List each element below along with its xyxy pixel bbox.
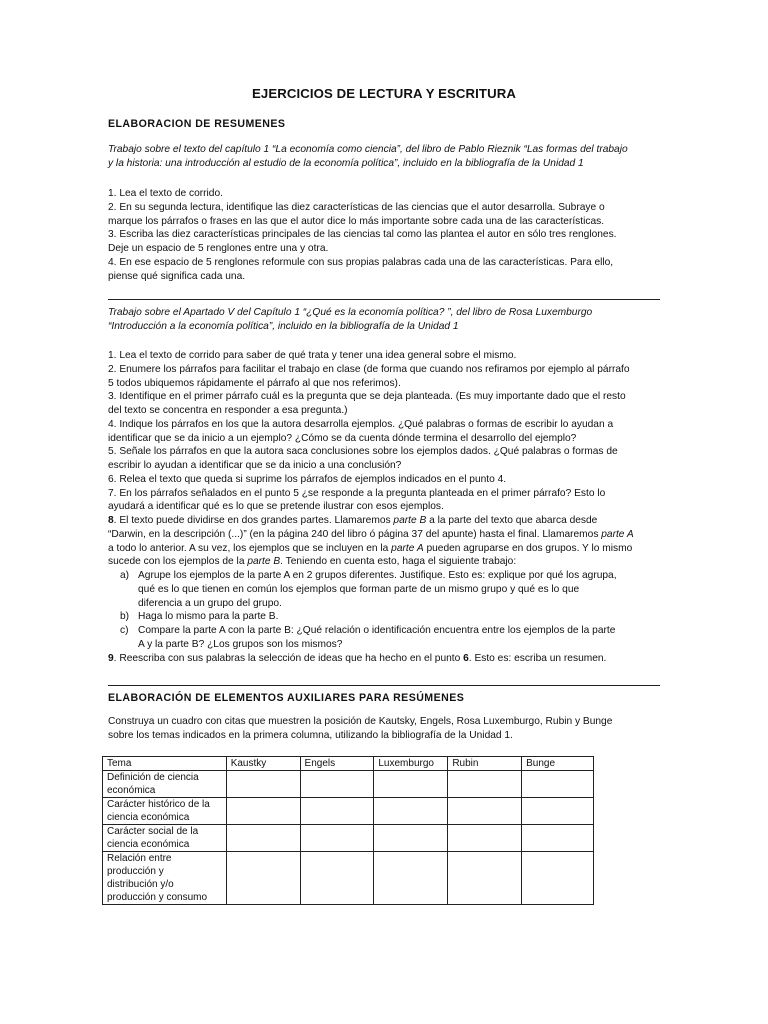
list-line: 7. En los párrafos señalados en el punto 5 ¿se responde a la pregunta planteada en el primer párrafo? Esto lo (108, 487, 606, 499)
empty-cell[interactable] (374, 852, 448, 905)
tema-cell (103, 798, 227, 825)
text-run: . El texto puede dividirse en dos grandes partes. Llamaremos (113, 515, 394, 526)
section1-intro (108, 143, 656, 171)
section-heading-auxiliares: ELABORACIÓN DE ELEMENTOS AUXILIARES PARA RESÚMENES (108, 692, 465, 704)
empty-cell[interactable] (374, 825, 448, 852)
text-run: sucede con los ejemplos de la (108, 556, 248, 568)
text-run: parte B (247, 556, 281, 568)
intro-line: sobre los temas indicados en la primera columna, utilizando la bibliografía de la Unidad 1. (108, 729, 513, 741)
cell-line: producción y consumo (107, 892, 208, 903)
empty-cell[interactable] (374, 798, 448, 825)
intro-line: Trabajo sobre el texto del capítulo 1 “La economía como ciencia”, del libro de Pablo Rieznik “Las formas del trabajo (108, 144, 628, 155)
text-run: . Reescriba con sus palabras la selección de ideas que ha hecho en el punto (113, 652, 464, 664)
intro-line: Trabajo sobre el Apartado V del Capítulo 1 “¿Qué es la economía política? ”, del libro de Rosa Luxemburgo (108, 307, 593, 318)
section2-intro (108, 306, 656, 334)
empty-cell[interactable] (448, 825, 522, 852)
subitem-line: Compare la parte A con la parte B: ¿Qué relación o identificación encuentra entre los ejemplos de la parte (138, 625, 616, 636)
subitem-line: Agrupe los ejemplos de la parte A en 2 grupos diferentes. Justifique. Esto es: explique por qué los agrupa, (138, 570, 617, 581)
subitem-line: Haga lo mismo para la parte B. (138, 611, 279, 623)
item-number: 9 (108, 652, 114, 664)
table-row (103, 825, 594, 852)
empty-cell[interactable] (522, 825, 594, 852)
tema-cell (103, 771, 227, 798)
list-line: 5. Señale los párrafos en que la autora saca conclusiones sobre los ejemplos dados. ¿Qué palabras o formas de (108, 446, 618, 458)
list-line: Deje un espacio de 5 renglones entre una y otra. (108, 243, 329, 254)
text-run: 6 (463, 652, 469, 664)
intro-line: y la historia: una introducción al estudio de la economía política”, incluido en la bibliografía de la Unidad 1 (108, 157, 584, 169)
table-header-cell: Engels (300, 757, 374, 771)
empty-cell[interactable] (300, 798, 374, 825)
table-header-row (103, 757, 594, 771)
list-line: 1. Lea el texto de corrido para saber de qué trata y tener una idea general sobre el mismo. (108, 350, 517, 361)
subitem-b (108, 610, 656, 624)
section-heading-resumenes: ELABORACION DE RESUMENES (108, 118, 286, 130)
list-line: 1. Lea el texto de corrido. (108, 188, 223, 199)
table-row (103, 798, 594, 825)
list-line: piense qué significa cada una. (108, 270, 246, 282)
empty-cell[interactable] (226, 798, 300, 825)
tema-cell (103, 825, 227, 852)
citas-table (102, 756, 594, 905)
empty-cell[interactable] (300, 852, 374, 905)
list-line: 2. Enumere los párrafos para facilitar el trabajo en clase (de forma que cuando nos refiramos por ejemplo al párrafo (108, 363, 630, 375)
cell-line: Carácter histórico de la (107, 799, 210, 810)
empty-cell[interactable] (226, 852, 300, 905)
section3-intro (108, 715, 656, 743)
cell-line: producción y (107, 866, 164, 877)
table-header-cell: Rubin (448, 757, 522, 771)
list-line: 2. En su segunda lectura, identifique las diez características de las ciencias que el autor desarrolla. Subraye o (108, 201, 605, 213)
empty-cell[interactable] (300, 825, 374, 852)
list-line: 6. Relea el texto que queda si suprime los párrafos de ejemplos indicados en el punto 4. (108, 473, 507, 485)
cell-line: Definición de ciencia (107, 772, 199, 783)
tema-cell (103, 852, 227, 905)
text-run: a la parte del texto que abarca desde (426, 515, 598, 526)
empty-cell[interactable] (226, 825, 300, 852)
empty-cell[interactable] (226, 771, 300, 798)
table-header-cell: Tema (103, 757, 227, 771)
item-8-line (108, 542, 656, 556)
empty-cell[interactable] (374, 771, 448, 798)
list-line: escribir lo ayudan a identificar que se da inicio a una conclusión? (108, 460, 402, 471)
cell-line: ciencia económica (107, 812, 190, 823)
item-8-line (108, 555, 656, 569)
list-line: marque los párrafos o frases en las que el autor dice lo más importante sobre cada una de las características. (108, 215, 605, 227)
list-line: 3. Identifique en el primer párrafo cuál es la pregunta que se deja planteada. (Es muy importante dado que el resto (108, 391, 626, 403)
text-run: . Esto es: escriba un resumen. (468, 652, 607, 664)
text-run: parte A (601, 528, 634, 540)
text-run: “Darwin, en la descripción (...)” (en la página 240 del libro ó página 37 del apunte) hasta el final. Llamaremos (108, 528, 602, 540)
text-run: pueden agruparse en dos grupos. Y lo mismo (423, 542, 633, 554)
empty-cell[interactable] (448, 771, 522, 798)
empty-cell[interactable] (448, 798, 522, 825)
page-title: EJERCICIOS DE LECTURA Y ESCRITURA (252, 86, 516, 101)
item-8-line (108, 528, 656, 542)
divider (108, 299, 660, 300)
subitem-line: qué es lo que tienen en común los ejemplos que forman parte de un mismo grupo y qué es lo que (138, 583, 580, 595)
section2-list (108, 349, 656, 665)
intro-line: “Introducción a la economía política”, incluido en la bibliografía de la Unidad 1 (108, 320, 459, 332)
cell-line: económica (107, 785, 156, 796)
subitem-line: A y la parte B? ¿Los grupos son los mismos? (138, 638, 343, 650)
item-9-line (108, 652, 656, 666)
subitem-marker: a) (120, 570, 130, 581)
list-line: del texto se concentra en responder a esa pregunta.) (108, 405, 348, 416)
empty-cell[interactable] (522, 852, 594, 905)
table-row (103, 852, 594, 905)
text-run: parte B (393, 515, 427, 526)
list-line: 3. Escriba las diez características principales de las ciencias tal como las plantea el autor en sólo tres renglones. (108, 229, 617, 241)
table-header-cell: Luxemburgo (374, 757, 448, 771)
text-run: parte A (391, 542, 424, 554)
text-run: . Teniendo en cuenta esto, haga el siguiente trabajo: (280, 556, 517, 568)
subitem-line: diferencia a un grupo del grupo. (138, 597, 282, 609)
empty-cell[interactable] (448, 852, 522, 905)
text-run: a todo lo anterior. A su vez, los ejemplos que se incluyen en la (108, 542, 392, 554)
cell-line: ciencia económica (107, 839, 190, 850)
subitem-marker: b) (120, 611, 130, 623)
empty-cell[interactable] (522, 798, 594, 825)
empty-cell[interactable] (522, 771, 594, 798)
list-line: 5 todos ubiquemos rápidamente el párrafo al que nos referimos). (108, 377, 401, 389)
list-line: identificar que se da inicio a un ejemplo? ¿Cómo se da cuenta dónde termina el desarrollo del ejemplo? (108, 432, 577, 444)
item-number: 8 (108, 515, 114, 526)
cell-line: Carácter social de la (107, 826, 199, 837)
subitem-c (108, 624, 656, 652)
table-header-cell: Bunge (522, 757, 594, 771)
subitem-a (108, 569, 656, 610)
empty-cell[interactable] (300, 771, 374, 798)
divider (108, 685, 660, 686)
intro-line: Construya un cuadro con citas que muestren la posición de Kautsky, Engels, Rosa Luxemburgo, Rubin y Bunge (108, 716, 613, 727)
section1-list (108, 187, 656, 283)
subitem-marker: c) (120, 625, 129, 636)
list-line: ayudará a identificar qué es lo que se pretende ilustrar con esos ejemplos. (108, 501, 444, 513)
cell-line: Relación entre (107, 853, 172, 864)
item-8-line (108, 514, 656, 528)
table-row (103, 771, 594, 798)
list-line: 4. En ese espacio de 5 renglones reformule con sus propias palabras cada una de las características. Para ello, (108, 256, 614, 268)
cell-line: distribución y/o (107, 879, 174, 890)
table-header-cell: Kaustky (226, 757, 300, 771)
list-line: 4. Indique los párrafos en los que la autora desarrolla ejemplos. ¿Qué palabras o formas de escribir lo ayudan a (108, 418, 614, 430)
